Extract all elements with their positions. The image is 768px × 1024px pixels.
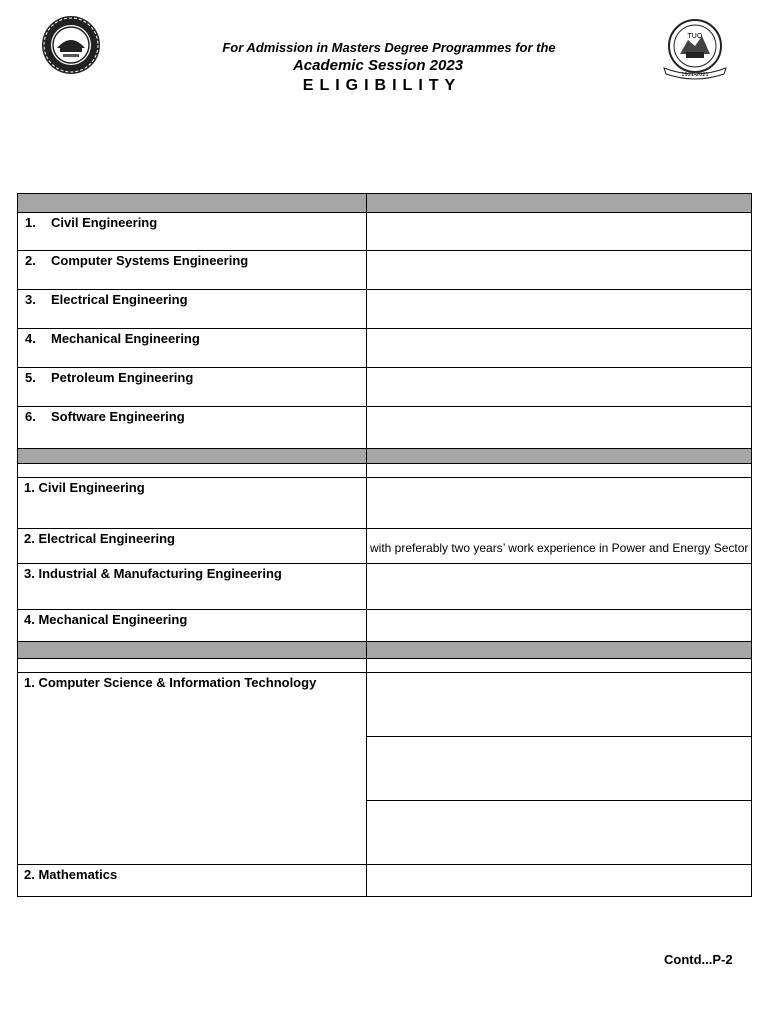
eligibility-cell [367,290,752,329]
header-line-2: Academic Session 2023 [292,57,464,74]
eligibility-cell [367,737,752,801]
eligibility-cell [367,251,752,290]
table-row: 6. Software Engineering [18,407,752,449]
table-row [18,529,752,564]
table-row [18,564,752,610]
eligibility-cell [367,329,752,368]
eligibility-cell [367,478,752,529]
program-name: 4. Mechanical Engineering [24,612,188,627]
section-spacer-row [18,659,752,673]
table-row [18,610,752,642]
table-row: 3. Electrical Engineering [18,290,752,329]
program-name: Petroleum Engineering [51,370,194,385]
eligibility-cell [367,368,752,407]
eligibility-cell [367,407,752,449]
program-name: 1. Computer Science & Information Technology [24,675,317,690]
program-name: Mechanical Engineering [51,331,200,346]
table-row [18,673,752,737]
eligibility-cell [367,564,752,610]
program-name: Electrical Engineering [51,292,188,307]
program-name: Computer Systems Engineering [51,253,249,268]
eligibility-cell [367,673,752,737]
section-band [18,449,752,464]
table-row: 1. Civil Engineering [18,213,752,251]
table-row: 4. Mechanical Engineering [18,329,752,368]
eligibility-cell [367,610,752,642]
program-name: 2. Electrical Engineering [24,531,175,546]
section-spacer-row [18,464,752,478]
program-name: Software Engineering [51,409,185,424]
header-line-1: For Admission in Masters Degree Programmes for the [222,40,556,55]
section-band [18,642,752,659]
program-name: 3. Industrial & Manufacturing Engineering [24,566,282,581]
eligibility-note: with preferably two years’ work experience in Power and Energy Sector [370,541,749,555]
program-name: 2. Mathematics [24,867,118,882]
table-row [18,865,752,897]
emblem-years: 1921-2021 [681,72,709,78]
table-header-band [18,194,752,213]
eligibility-table [17,193,752,897]
page-title: ELIGIBILITY [302,77,462,94]
table-row: 2. Computer Systems Engineering [18,251,752,290]
eligibility-cell [367,865,752,897]
program-name: 1. Civil Engineering [24,480,145,495]
eligibility-cell [367,801,752,865]
table-row: 5. Petroleum Engineering [18,368,752,407]
eligibility-cell [367,213,752,251]
table-row [18,478,752,529]
emblem-text: TUO [687,32,703,40]
continued-note: Contd...P-2 [664,952,733,967]
program-name: Civil Engineering [51,215,158,230]
